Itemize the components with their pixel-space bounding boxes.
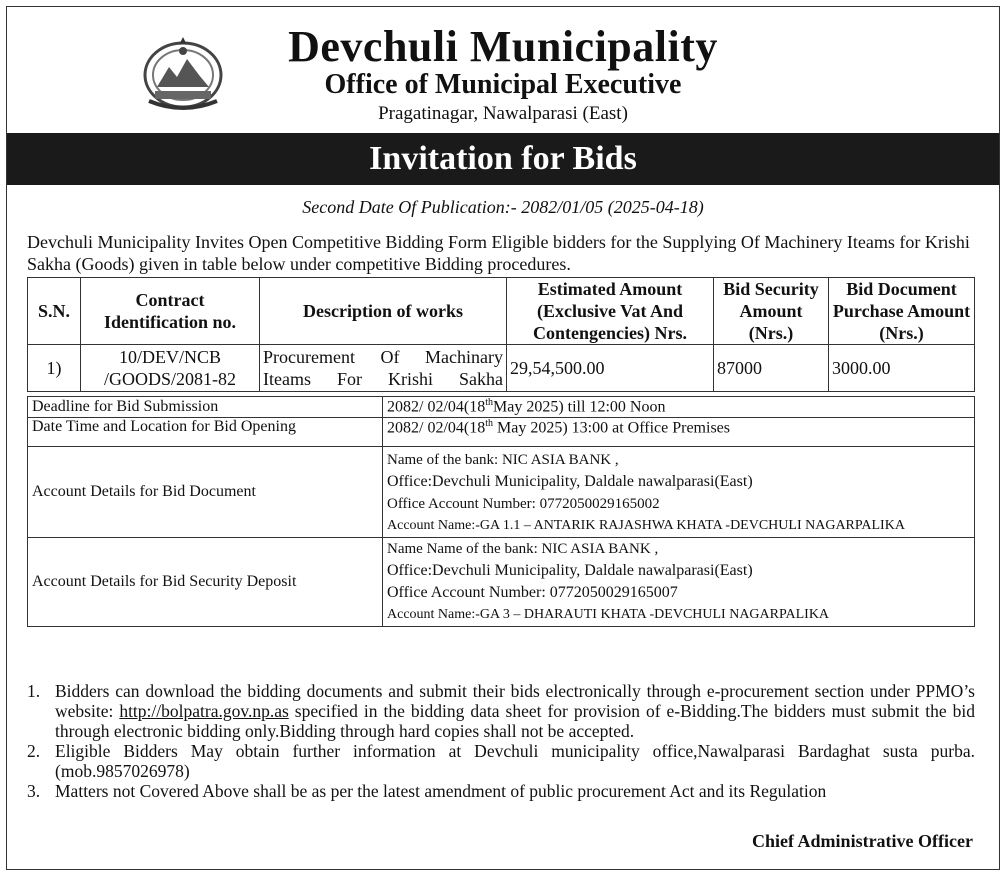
deadline-value-date: 2082/ 02/04(18 (387, 398, 486, 416)
header (7, 7, 999, 133)
note-number: 3. (27, 781, 41, 801)
signature: Chief Administrative Officer (752, 831, 973, 851)
deadline-ordinal: th (485, 397, 493, 409)
doc-account-name: Account Name:-GA 1.1 – ANTARIK RAJASHWA KHATA -DEVCHULI NAGARPALIKA (387, 518, 905, 533)
header-description: Description of works (260, 278, 507, 345)
header-sn: S.N. (28, 278, 81, 345)
header-document-fee: Bid Document Purchase Amount (Nrs.) (829, 278, 975, 345)
doc-account-label: Account Details for Bid Document (28, 447, 383, 538)
notes-list (27, 681, 975, 801)
opening-value (383, 418, 975, 447)
office-title: Office of Municipal Executive (324, 69, 682, 100)
details-table (27, 396, 975, 627)
detail-row-doc-account (28, 447, 975, 538)
security-account-label: Account Details for Bid Security Deposit (28, 538, 383, 627)
opening-value-date: 2082/ 02/04(18 (387, 419, 486, 437)
banner-title: Invitation for Bids (7, 133, 999, 185)
doc-account-details (383, 447, 975, 538)
table-row (28, 345, 975, 392)
security-account-details (383, 538, 975, 627)
opening-ordinal: th (485, 418, 493, 429)
note-item (27, 681, 975, 741)
note-item (27, 741, 975, 781)
notice-frame (6, 6, 1000, 870)
doc-bank: Name of the bank: NIC ASIA BANK , (387, 452, 619, 468)
sec-bank: Name Name of the bank: NIC ASIA BANK , (387, 541, 659, 557)
detail-row-security-account (28, 538, 975, 627)
note-number: 2. (27, 741, 41, 761)
publication-date: Second Date Of Publication:- 2082/01/05 (2025-04-18) (302, 197, 704, 217)
bid-table (27, 277, 975, 392)
deadline-value-time: May 2025) till 12:00 Noon (493, 398, 666, 416)
note-text: Eligible Bidders May obtain further information at Devchuli municipality office,Nawalparasi Bardaghat susta purba.(mob.9857026978) (55, 741, 975, 781)
header-bid-security: Bid Security Amount (Nrs.) (714, 278, 829, 345)
note-text: Matters not Covered Above shall be as per the latest amendment of public procurement Act and its Regulation (55, 781, 827, 801)
cell-bid-security: 87000 (714, 345, 829, 392)
note-item (27, 781, 975, 801)
org-name: Devchuli Municipality (288, 22, 718, 71)
cell-contract-id: 10/DEV/NCB /GOODS/2081-82 (81, 345, 260, 392)
opening-value-time: May 2025) 13:00 at Office Premises (493, 419, 730, 437)
cell-document-fee: 3000.00 (829, 345, 975, 392)
cell-description: Procurement Of Machinary Iteams For Krishi Sakha (260, 345, 507, 392)
header-contract-id: Contract Identification no. (81, 278, 260, 345)
doc-account-number: Office Account Number: 0772050029165002 (387, 496, 660, 512)
sec-account-name: Account Name:-GA 3 – DHARAUTI KHATA -DEVCHULI NAGARPALIKA (387, 607, 830, 622)
note-text: Bidders can download the bidding documents and submit their bids electronically through e-procurement section under PPMO’s website: (55, 681, 975, 721)
detail-row-deadline (28, 397, 975, 418)
header-estimated-amount: Estimated Amount (Exclusive Vat And Contengencies) Nrs. (507, 278, 714, 345)
sec-account-number: Office Account Number: 0772050029165007 (387, 584, 678, 601)
office-address: Pragatinagar, Nawalparasi (East) (378, 103, 628, 124)
opening-label: Date Time and Location for Bid Opening (28, 418, 383, 447)
deadline-label: Deadline for Bid Submission (28, 397, 383, 418)
table-header-row (28, 278, 975, 345)
sec-office: Office:Devchuli Municipality, Daldale nawalparasi(East) (387, 562, 753, 579)
doc-office: Office:Devchuli Municipality, Daldale nawalparasi(East) (387, 473, 753, 490)
cell-sn: 1) (28, 345, 81, 392)
deadline-value (383, 397, 975, 418)
note-number: 1. (27, 681, 41, 701)
intro-paragraph: Devchuli Municipality Invites Open Competitive Bidding Form Eligible bidders for the Supplying Of Machinery Iteams for Krishi Sakha (Goods) given in table below under competitive Bidding procedures. (27, 232, 970, 274)
bolpatra-link[interactable]: http://bolpatra.gov.np.as (119, 701, 289, 721)
note-text-cont: specified in the bidding data sheet for provision of e-Bidding.The bidders must submit the bid through electronic bidding only.Bidding through hard copies shall not be accepted. (55, 701, 975, 741)
cell-estimated-amount: 29,54,500.00 (507, 345, 714, 392)
detail-row-opening (28, 418, 975, 447)
